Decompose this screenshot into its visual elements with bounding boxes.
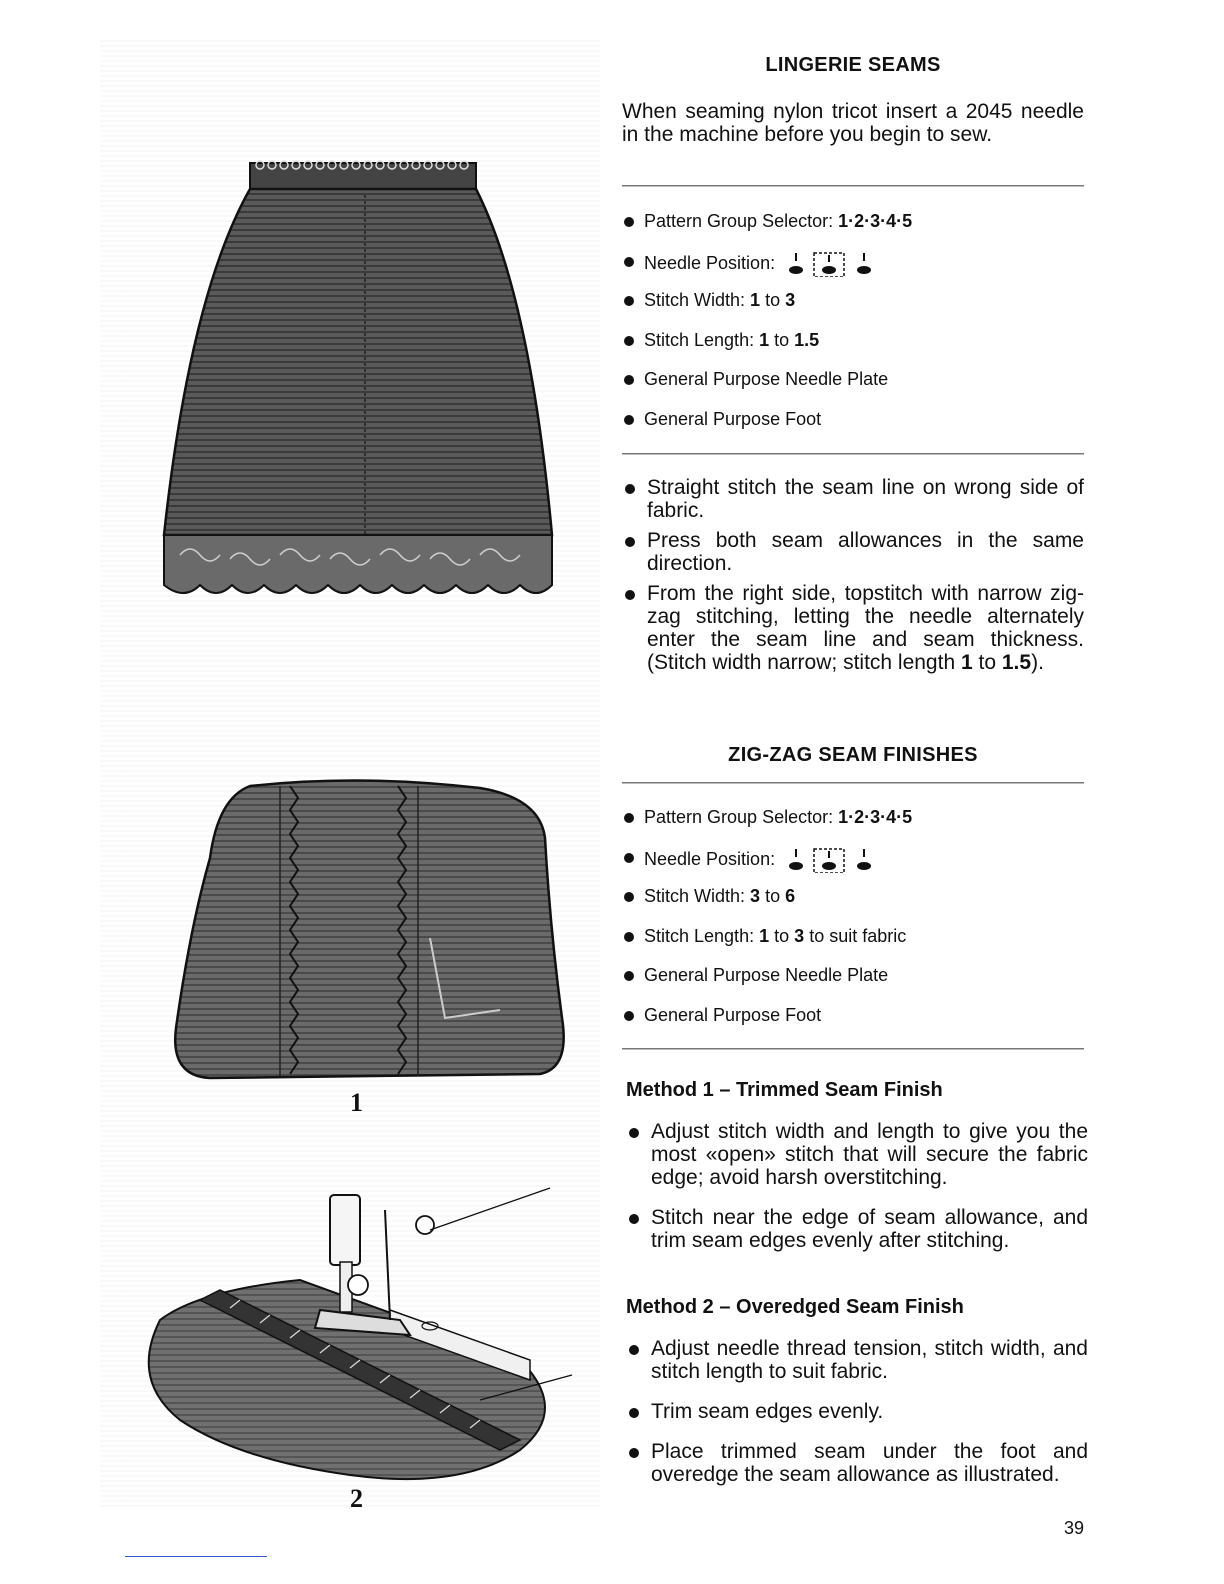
method-1-step-2: Stitch near the edge of seam allowance, and trim seam edges evenly after stitching. [626, 1206, 1088, 1252]
lingerie-steps-block [622, 476, 1084, 674]
lingerie-needle-position: Needle Position: [622, 251, 1084, 291]
method-1-heading: Method 1 – Trimmed Seam Finish [626, 1079, 943, 1101]
lingerie-needle-plate: General Purpose Needle Plate [622, 369, 1084, 409]
lingerie-seams-heading: LINGERIE SEAMS [765, 54, 941, 76]
lingerie-pattern-selector: Pattern Group Selector: 1·2·3·4·5 [622, 211, 1084, 251]
zigzag-settings-block [622, 807, 1084, 1044]
lingerie-intro-block [622, 100, 1084, 146]
presser-foot-overedge-illustration [100, 1190, 570, 1480]
method-2-step-2: Trim seam edges evenly. [626, 1400, 1088, 1423]
zigzag-needle-plate: General Purpose Needle Plate [622, 965, 1084, 1005]
lingerie-pattern-value: 1·2·3·4·5 [838, 211, 913, 231]
lingerie-settings-list [622, 211, 1084, 448]
lingerie-foot: General Purpose Foot [622, 409, 1084, 449]
lingerie-skirt-illustration [100, 155, 570, 595]
zigzag-needle-position: Needle Position: [622, 847, 1084, 887]
lingerie-stitch-width: Stitch Width: 1 to 3 [622, 290, 1084, 330]
divider-3 [622, 782, 1084, 784]
lingerie-settings-block [622, 211, 1084, 448]
zigzag-seam-fabric-illustration [100, 778, 570, 1083]
lingerie-step-2: Press both seam allowances in the same direction. [622, 529, 1084, 575]
lingerie-intro-text: When seaming nylon tricot insert a 2045 needle in the machine before you begin to sew. [622, 100, 1084, 146]
zigzag-stitch-length: Stitch Length: 1 to 3 to suit fabric [622, 926, 1084, 966]
zigzag-pattern-value: 1·2·3·4·5 [838, 807, 913, 827]
lingerie-steps-list [622, 476, 1084, 674]
lingerie-stitch-length: Stitch Length: 1 to 1.5 [622, 330, 1084, 370]
needle-position-icon [788, 847, 874, 873]
divider-4 [622, 1048, 1084, 1050]
zigzag-seam-finishes-heading: ZIG-ZAG SEAM FINISHES [728, 744, 978, 766]
zigzag-pattern-selector: Pattern Group Selector: 1·2·3·4·5 [622, 807, 1084, 847]
lingerie-step-3: From the right side, topstitch with narrow zig-zag stitching, letting the needle alternately enter the seam line and seam thickness. (Stitch width narrow; stitch length 1 to 1.5). [622, 582, 1084, 674]
method-1-step-1: Adjust stitch width and length to give you the most «open» stitch that will secure the fabric edge; avoid harsh overstitching. [626, 1120, 1088, 1189]
method-2-heading: Method 2 – Overedged Seam Finish [626, 1296, 964, 1318]
lingerie-step-1: Straight stitch the seam line on wrong side of fabric. [622, 476, 1084, 522]
method-1-block [626, 1079, 1088, 1252]
zigzag-title-block [622, 744, 1084, 767]
figure-2-label: 2 [350, 1484, 363, 1513]
divider-1 [622, 185, 1084, 187]
figure-1-label: 1 [350, 1088, 363, 1117]
zigzag-settings-list [622, 807, 1084, 1044]
zigzag-stitch-width: Stitch Width: 3 to 6 [622, 886, 1084, 926]
method-2-steps [626, 1337, 1088, 1486]
divider-2 [622, 453, 1084, 455]
needle-position-icon [788, 251, 874, 277]
method-1-steps [626, 1120, 1088, 1252]
method-2-step-1: Adjust needle thread tension, stitch width, and stitch length to suit fabric. [626, 1337, 1088, 1383]
page-number: 39 [1064, 1518, 1085, 1538]
method-2-block [626, 1296, 1088, 1486]
zigzag-foot: General Purpose Foot [622, 1005, 1084, 1045]
method-2-step-3: Place trimmed seam under the foot and overedge the seam allowance as illustrated. [626, 1440, 1088, 1486]
illustration-column [100, 40, 600, 1513]
bottom-link-underline [125, 1556, 267, 1557]
lingerie-title-block [622, 54, 1084, 77]
